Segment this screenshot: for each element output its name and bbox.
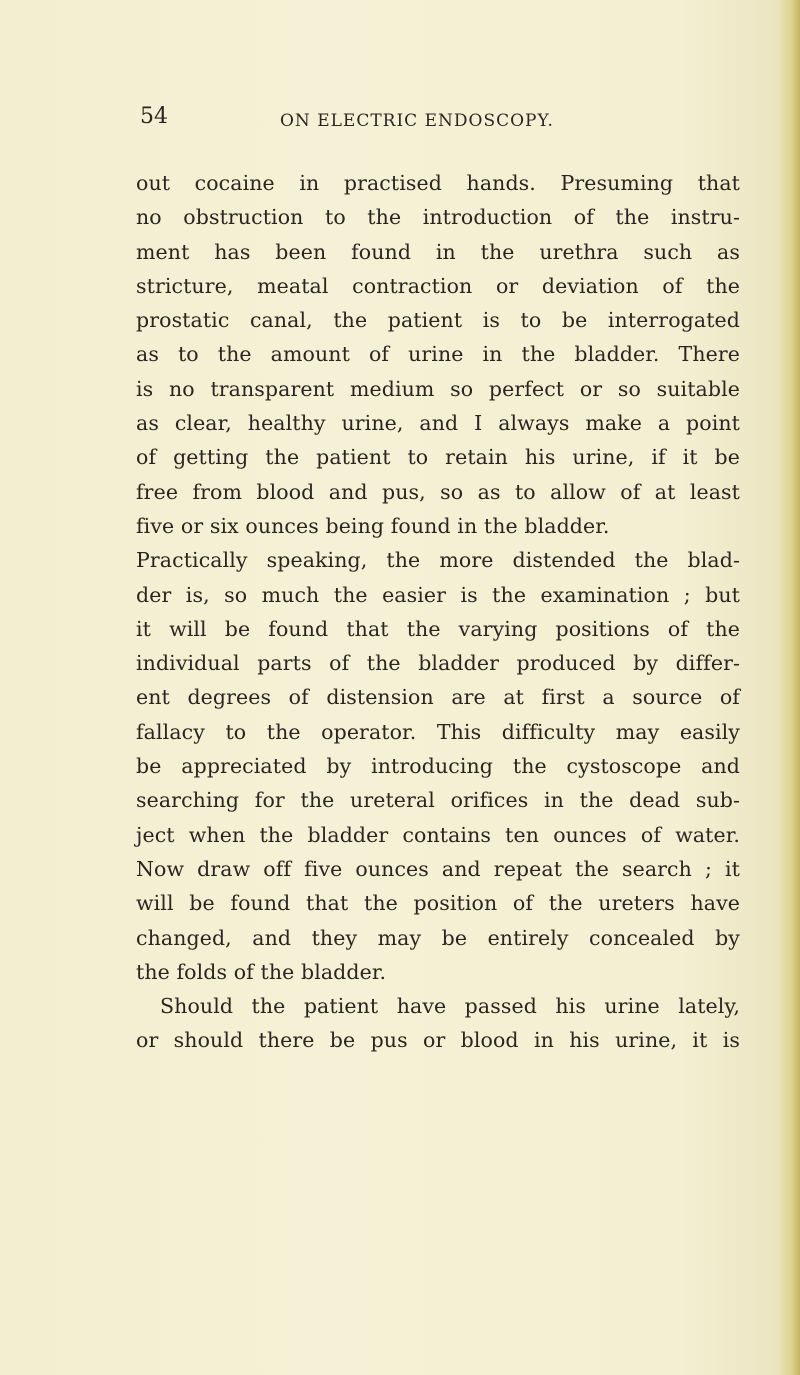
text-line: free from blood and pus, so as to allow of at least — [136, 479, 740, 504]
text-line: stricture, meatal contraction or deviation of the — [136, 273, 740, 298]
text-line: individual parts of the bladder produced by differ- — [136, 651, 740, 676]
text-line: out cocaine in practised hands. Presuming that — [136, 171, 740, 195]
text-line: as clear, healthy urine, and I always make a point — [136, 411, 740, 436]
text-line: ent degrees of distension are at first a source of — [136, 685, 740, 710]
text-line: ment has been found in the urethra such as — [136, 239, 740, 264]
text-line: ject when the bladder contains ten ounces of water. — [136, 822, 740, 847]
text-line: Practically speaking, the more distended the blad- — [136, 548, 740, 573]
text-line: the folds of the bladder. — [136, 959, 387, 984]
text-line: will be found that the position of the ureters have — [136, 891, 740, 916]
text-line: five or six ounces being found in the bladder. — [136, 513, 610, 538]
running-head: ON ELECTRIC ENDOSCOPY. — [280, 111, 554, 131]
text-line: Now draw off five ounces and repeat the search ; it — [136, 856, 740, 881]
text-line: of getting the patient to retain his urine, if it be — [136, 445, 740, 470]
text-line: searching for the ureteral orifices in the dead sub- — [136, 788, 740, 813]
text-line: or should there be pus or blood in his urine, it is — [136, 1028, 740, 1053]
text-line: Should the patient have passed his urine lately, — [160, 994, 740, 1019]
text-line: as to the amount of urine in the bladder. There — [136, 342, 740, 367]
page-number: 54 — [140, 104, 168, 129]
text-line: no obstruction to the introduction of the instru- — [136, 205, 740, 230]
text-line: is no transparent medium so perfect or so suitable — [136, 376, 740, 401]
page-edge-shadow — [778, 0, 800, 1375]
text-line: fallacy to the operator. This difficulty may easily — [136, 719, 740, 744]
text-line: it will be found that the varying positions of the — [136, 616, 740, 641]
body-text — [136, 166, 740, 1058]
text-line: prostatic canal, the patient is to be interrogated — [136, 308, 740, 333]
text-line: changed, and they may be entirely concealed by — [136, 925, 740, 950]
page-header — [140, 104, 760, 136]
text-line: der is, so much the easier is the examination ; but — [136, 582, 740, 607]
text-line: be appreciated by introducing the cystoscope and — [136, 754, 740, 779]
